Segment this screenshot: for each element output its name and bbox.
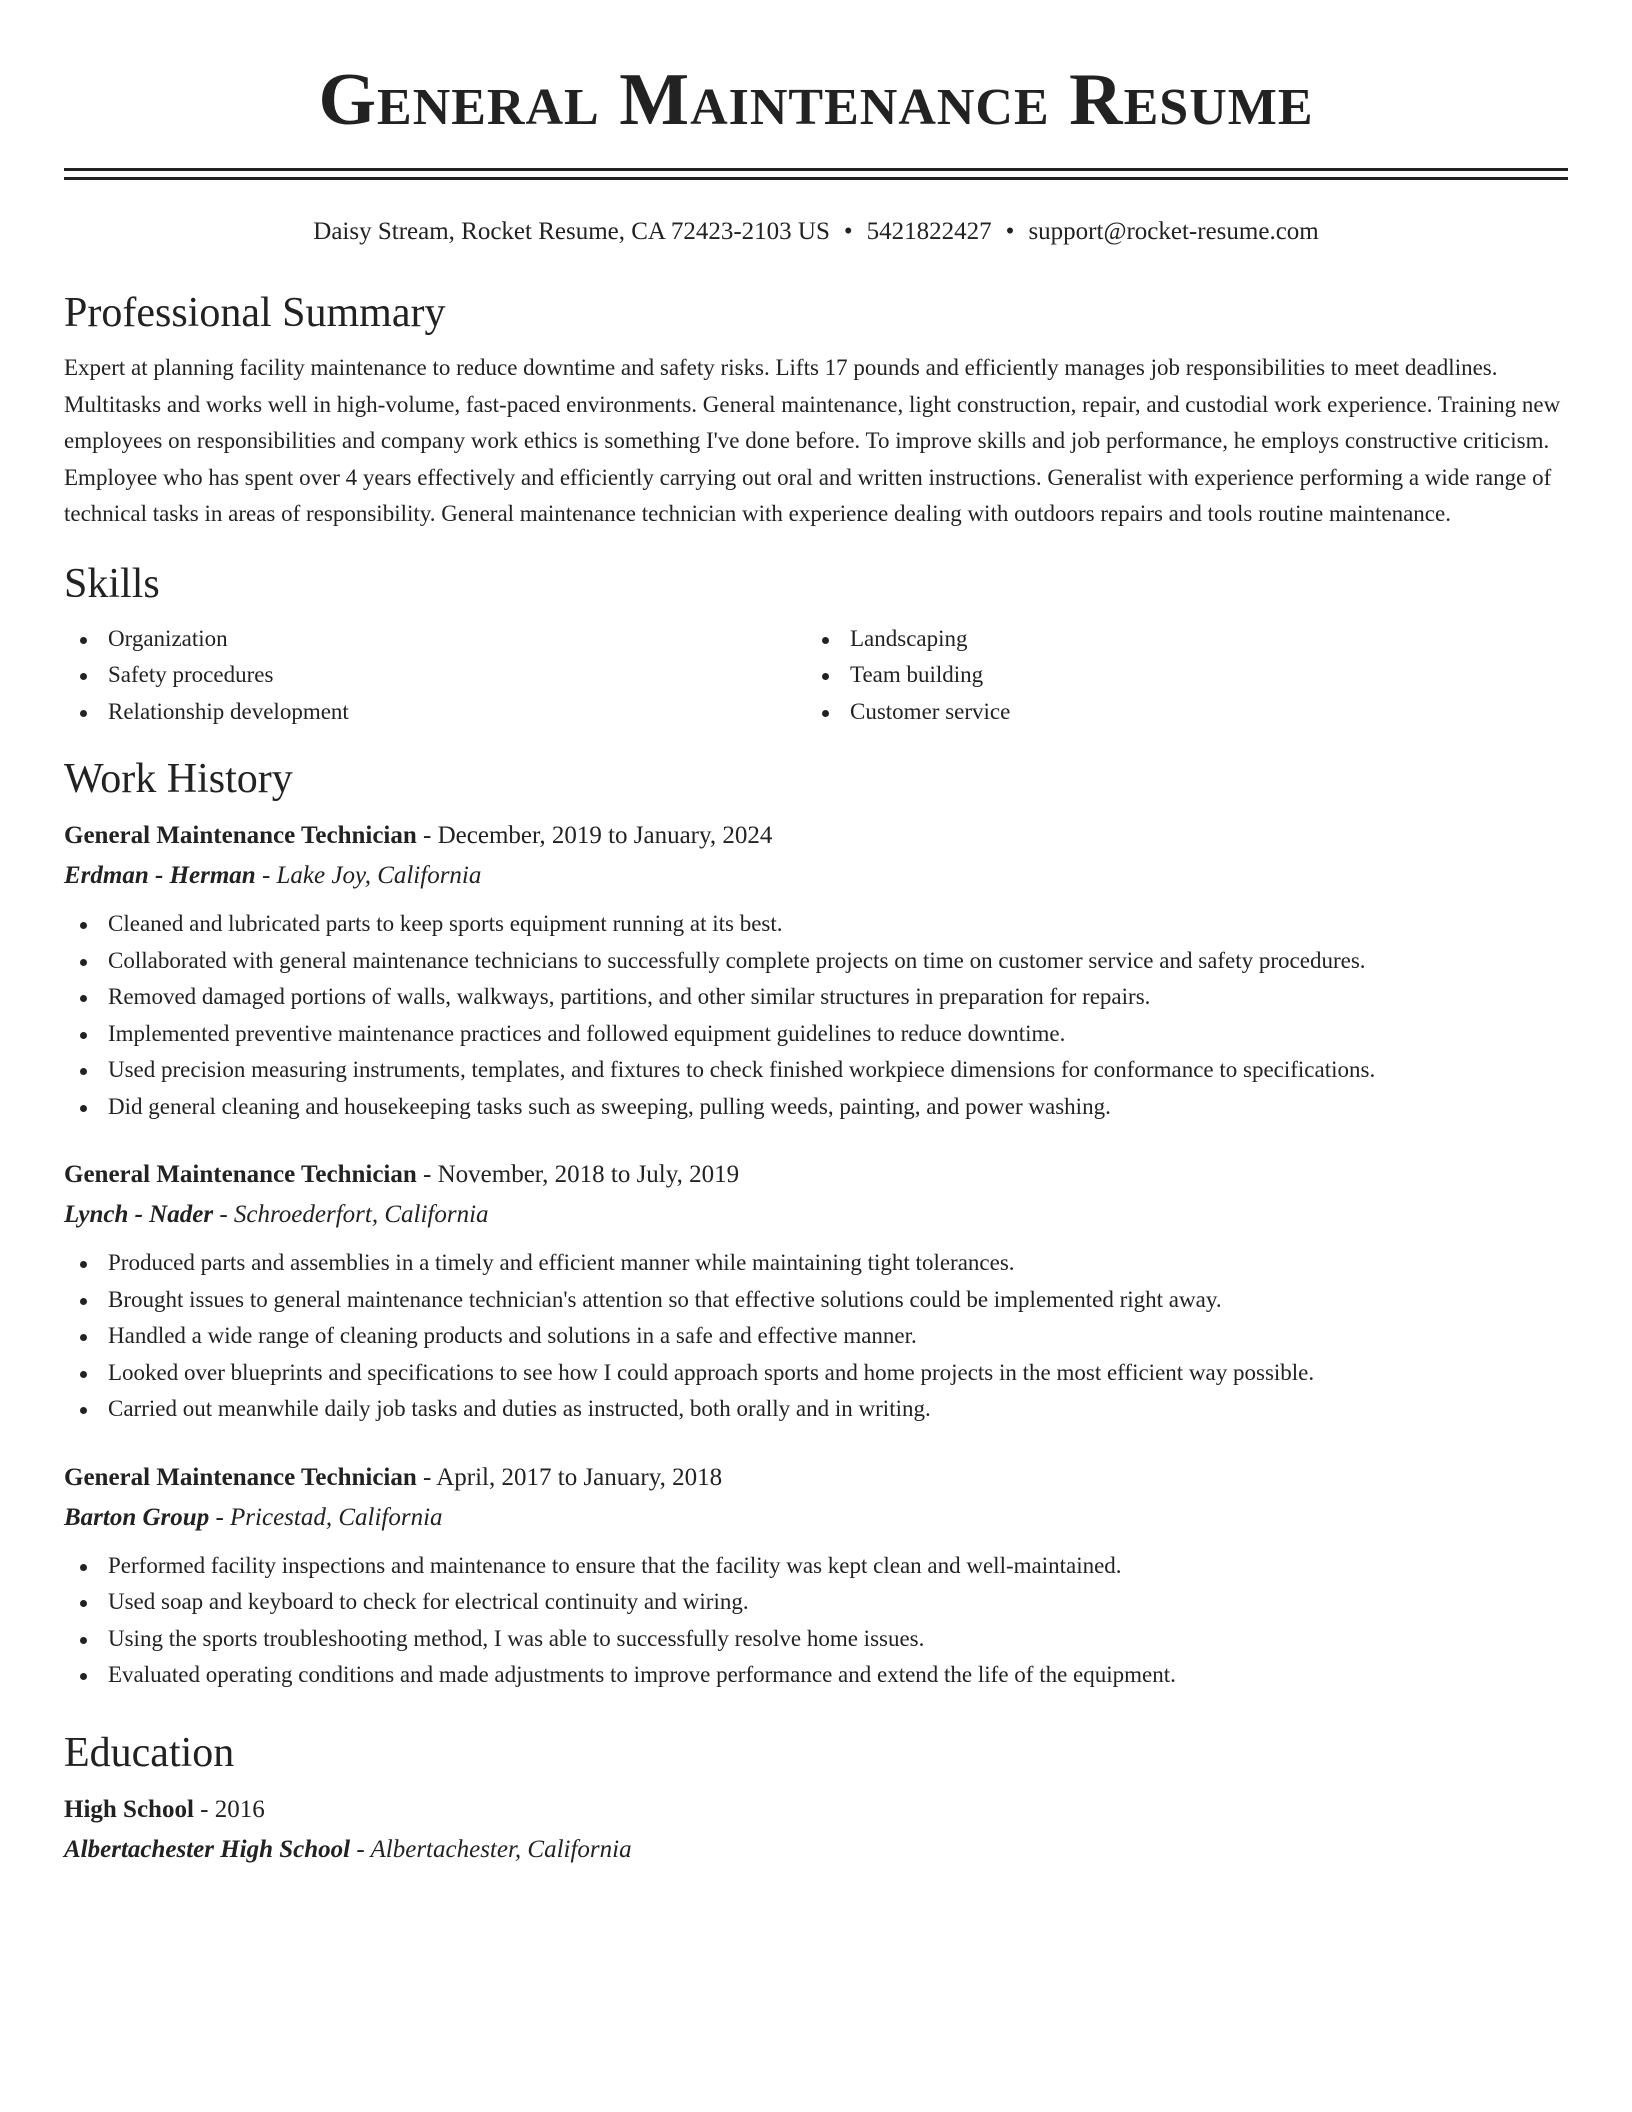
job-bullet: Used precision measuring instruments, templates, and fixtures to check finished workpiece dimensions for conformance to specifications. <box>64 1052 1568 1089</box>
job-bullet: Brought issues to general maintenance technician's attention so that effective solutions could be implemented right away. <box>64 1282 1568 1319</box>
job-company-line: Barton Group - Pricestad, California <box>64 1503 443 1531</box>
job-bullet: Using the sports troubleshooting method, I was able to successfully resolve home issues. <box>64 1621 1568 1658</box>
contact-line <box>64 212 1568 252</box>
job-bullet: Cleaned and lubricated parts to keep sports equipment running at its best. <box>64 906 1568 943</box>
job-company-line: Lynch - Nader - Schroederfort, California <box>64 1201 489 1228</box>
job-bullet: Evaluated operating conditions and made adjustments to improve performance and extend the life of the equipment. <box>64 1657 1568 1694</box>
skill-item: Safety procedures <box>64 657 806 694</box>
job-entry <box>64 1155 1568 1428</box>
education-section <box>64 1724 1568 1870</box>
job-dates: November, 2018 to July, 2019 <box>437 1161 740 1188</box>
job-bullet: Looked over blueprints and specifications to see how I could approach sports and home projects in the most efficient way possible. <box>64 1355 1568 1392</box>
skill-item: Relationship development <box>64 694 806 731</box>
summary-section <box>64 284 1568 533</box>
job-bullet: Implemented preventive maintenance practices and followed equipment guidelines to reduce downtime. <box>64 1016 1568 1053</box>
job-title: General Maintenance Technician <box>64 822 417 849</box>
job-title: General Maintenance Technician <box>64 1463 417 1491</box>
job-entry <box>64 1458 1568 1694</box>
job-bullet: Collaborated with general maintenance technicians to successfully complete projects on time on customer service and safety procedures. <box>64 943 1568 980</box>
job-location: Schroederfort, California <box>233 1201 489 1228</box>
job-location: Pricestad, California <box>230 1503 443 1531</box>
summary-heading: Professional Summary <box>64 290 446 336</box>
contact-separator: • <box>843 218 853 245</box>
job-location: Lake Joy, California <box>276 862 482 889</box>
skills-column-right <box>806 621 1548 731</box>
resume-title: General Maintenance Resume <box>318 59 1314 141</box>
job-bullet: Handled a wide range of cleaning products and solutions in a safe and effective manner. <box>64 1318 1568 1355</box>
job-company: Barton Group <box>64 1503 210 1531</box>
skills-heading: Skills <box>64 560 160 607</box>
job-dates: December, 2019 to January, 2024 <box>437 822 773 849</box>
job-company: Erdman - Herman <box>64 862 256 889</box>
education-school-line: Albertachester High School - Albertachester, California <box>64 1835 632 1863</box>
job-bullets <box>64 1245 1568 1428</box>
education-location: Albertachester, California <box>370 1835 632 1863</box>
job-title-line: General Maintenance Technician - December, 2019 to January, 2024 <box>64 822 773 849</box>
work-history-heading: Work History <box>64 756 293 802</box>
work-history-section <box>64 750 1568 1694</box>
contact-separator: • <box>1005 218 1015 245</box>
skills-list <box>64 621 1568 731</box>
job-title-line: General Maintenance Technician - April, 2017 to January, 2018 <box>64 1463 723 1491</box>
job-title-line: General Maintenance Technician - November, 2018 to July, 2019 <box>64 1161 740 1188</box>
job-title: General Maintenance Technician <box>64 1161 417 1188</box>
job-bullets <box>64 906 1568 1125</box>
skills-column-left <box>64 621 806 731</box>
skill-item: Organization <box>64 621 806 658</box>
skill-item: Team building <box>806 657 1548 694</box>
job-entry <box>64 816 1568 1125</box>
skill-item: Landscaping <box>806 621 1548 658</box>
education-degree: High School <box>64 1795 194 1823</box>
title-divider <box>64 168 1568 180</box>
job-company: Lynch - Nader <box>64 1201 214 1228</box>
job-bullet: Used soap and keyboard to check for electrical continuity and wiring. <box>64 1584 1568 1621</box>
contact-address: Daisy Stream, Rocket Resume, CA 72423-2103 US <box>313 218 830 245</box>
job-company-line: Erdman - Herman - Lake Joy, California <box>64 862 482 889</box>
skills-section <box>64 555 1568 731</box>
education-year: 2016 <box>214 1795 265 1823</box>
job-bullet: Did general cleaning and housekeeping tasks such as sweeping, pulling weeds, painting, and power washing. <box>64 1089 1568 1126</box>
education-school: Albertachester High School <box>64 1835 351 1863</box>
education-heading: Education <box>64 1729 235 1776</box>
summary-text: Expert at planning facility maintenance to reduce downtime and safety risks. Lifts 17 pounds and efficiently manages job responsibilities to meet deadlines. Multitasks and works well in high-volume, fast-paced environments. General maintenance, light construction, repair, and custodial work experience. Training new employees on responsibilities and company work ethics is something I've done before. To improve skills and job performance, he employs constructive criticism. Employee who has spent over 4 years effectively and efficiently carrying out oral and written instructions. Generalist with experience performing a wide range of technical tasks in areas of responsibility. General maintenance technician with experience dealing with outdoors repairs and tools routine maintenance. <box>64 355 1561 526</box>
job-bullets <box>64 1548 1568 1694</box>
contact-email[interactable]: support@rocket-resume.com <box>1028 218 1319 245</box>
job-dates: April, 2017 to January, 2018 <box>436 1463 723 1491</box>
resume-content <box>64 284 1568 1870</box>
contact-phone: 5421822427 <box>866 218 992 245</box>
job-bullet: Produced parts and assemblies in a timely and efficient manner while maintaining tight tolerances. <box>64 1245 1568 1282</box>
job-bullet: Performed facility inspections and maintenance to ensure that the facility was kept clean and well-maintained. <box>64 1548 1568 1585</box>
skill-item: Customer service <box>806 694 1548 731</box>
job-bullet: Removed damaged portions of walls, walkways, partitions, and other similar structures in preparation for repairs. <box>64 979 1568 1016</box>
education-degree-line: High School - 2016 <box>64 1795 265 1823</box>
job-bullet: Carried out meanwhile daily job tasks and duties as instructed, both orally and in writing. <box>64 1391 1568 1428</box>
